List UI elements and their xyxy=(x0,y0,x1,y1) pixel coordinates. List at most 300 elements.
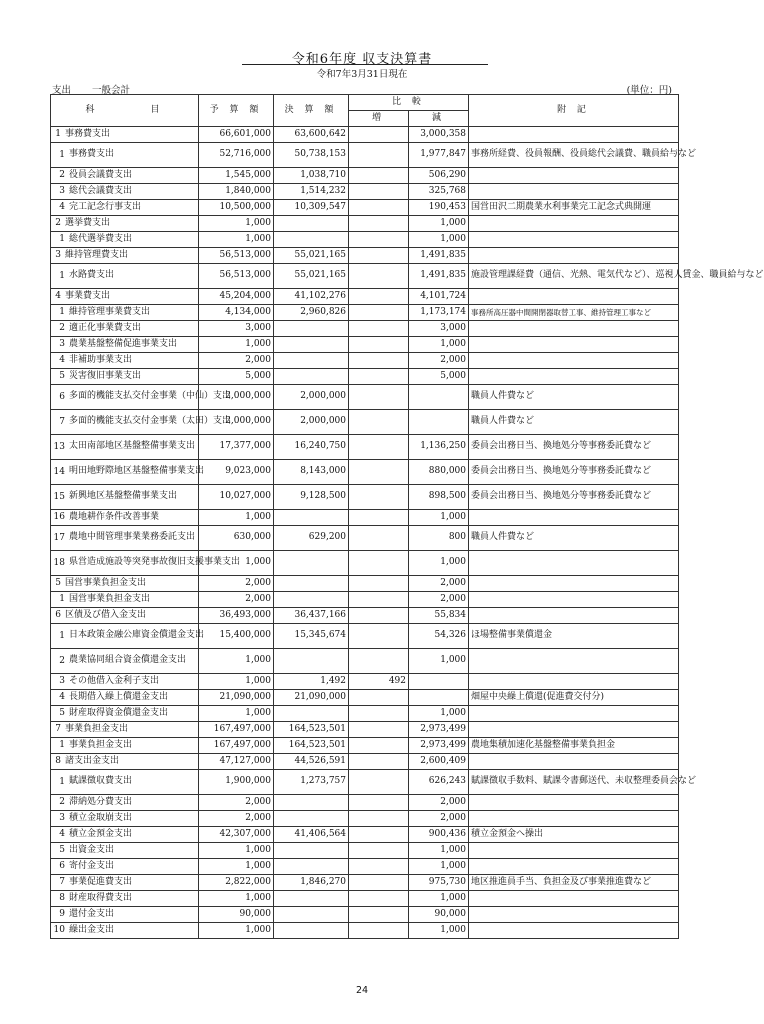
item-name: 災害復旧事業支出 xyxy=(69,370,142,381)
item-number: 8 xyxy=(55,755,61,766)
decrease-cell: 1,977,847 xyxy=(409,143,469,168)
item-name: 県営造成施設等突発事故復旧支援事業支出 xyxy=(69,556,241,567)
item-name: 財産取得資金償還金支出 xyxy=(69,707,169,718)
date-line: 令和7年3月31日現在 xyxy=(316,69,408,80)
item-cell xyxy=(51,289,199,305)
budget-cell: 1,000 xyxy=(199,337,274,353)
increase-cell xyxy=(349,460,409,485)
item-name: 出資金支出 xyxy=(69,844,115,855)
decrease-cell: 880,000 xyxy=(409,460,469,485)
table-row xyxy=(51,305,679,321)
item-name: 滞納処分費支出 xyxy=(69,796,133,807)
item-name: 諸支出金支出 xyxy=(65,755,120,766)
decrease-cell: 2,000 xyxy=(409,592,469,608)
decrease-cell: 1,000 xyxy=(409,923,469,939)
item-number: 1 xyxy=(59,593,65,604)
note-cell xyxy=(469,706,679,722)
settled-cell xyxy=(274,232,349,248)
item-name: 事業負担金支出 xyxy=(65,723,129,734)
item-number: 4 xyxy=(55,290,61,301)
item-number: 1 xyxy=(59,149,65,160)
item-name: 農業協同組合資金償還金支出 xyxy=(69,654,187,665)
table-row xyxy=(51,843,679,859)
decrease-cell: 1,000 xyxy=(409,510,469,526)
item-number: 15 xyxy=(53,491,65,502)
decrease-cell: 1,000 xyxy=(409,216,469,232)
item-name: 積立金取崩支出 xyxy=(69,812,133,823)
increase-cell xyxy=(349,875,409,891)
item-cell xyxy=(51,184,199,200)
item-number: 1 xyxy=(59,739,65,750)
item-name: 還付金支出 xyxy=(69,908,115,919)
settled-cell xyxy=(274,510,349,526)
table-row xyxy=(51,923,679,939)
item-cell xyxy=(51,827,199,843)
budget-cell: 2,000,000 xyxy=(199,410,274,435)
settled-cell xyxy=(274,551,349,576)
item-name: 積立金預金支出 xyxy=(69,828,133,839)
settled-cell xyxy=(274,923,349,939)
decrease-cell xyxy=(409,674,469,690)
header-budget: 予 算 額 xyxy=(199,95,274,127)
settled-cell xyxy=(274,576,349,592)
budget-cell: 1,000 xyxy=(199,923,274,939)
item-cell xyxy=(51,592,199,608)
item-name: 寄付金支出 xyxy=(69,860,115,871)
item-number: 5 xyxy=(59,370,65,381)
item-cell xyxy=(51,576,199,592)
item-cell xyxy=(51,907,199,923)
table-row xyxy=(51,875,679,891)
table-row xyxy=(51,321,679,337)
header-settled: 決 算 額 xyxy=(274,95,349,127)
item-number: 2 xyxy=(59,169,65,180)
note-cell xyxy=(469,592,679,608)
item-cell xyxy=(51,859,199,875)
item-name: 完工記念行事支出 xyxy=(69,201,142,212)
increase-cell xyxy=(349,216,409,232)
settled-cell xyxy=(274,353,349,369)
item-cell xyxy=(51,248,199,264)
decrease-cell: 1,000 xyxy=(409,859,469,875)
budget-cell: 36,493,000 xyxy=(199,608,274,624)
table-row xyxy=(51,385,679,410)
budget-cell: 1,000 xyxy=(199,891,274,907)
settled-cell xyxy=(274,795,349,811)
item-cell xyxy=(51,811,199,827)
note-cell xyxy=(469,337,679,353)
item-number: 10 xyxy=(53,924,65,935)
budget-cell: 1,000 xyxy=(199,551,274,576)
settled-cell: 164,523,501 xyxy=(274,738,349,754)
table-row xyxy=(51,690,679,706)
table-row xyxy=(51,811,679,827)
item-cell xyxy=(51,875,199,891)
item-cell xyxy=(51,722,199,738)
note-cell xyxy=(469,369,679,385)
item-cell xyxy=(51,608,199,624)
decrease-cell: 90,000 xyxy=(409,907,469,923)
increase-cell xyxy=(349,649,409,674)
category-row xyxy=(51,248,679,264)
note-cell xyxy=(469,289,679,305)
budget-cell: 1,840,000 xyxy=(199,184,274,200)
item-name: 賦課徴収費支出 xyxy=(69,775,133,786)
budget-cell: 1,000 xyxy=(199,706,274,722)
settled-cell xyxy=(274,337,349,353)
item-cell xyxy=(51,305,199,321)
increase-cell xyxy=(349,859,409,875)
increase-cell xyxy=(349,576,409,592)
budget-cell: 1,545,000 xyxy=(199,168,274,184)
item-number: 5 xyxy=(59,707,65,718)
category-row xyxy=(51,289,679,305)
budget-cell: 2,000 xyxy=(199,795,274,811)
item-name: 水路費支出 xyxy=(69,269,115,280)
item-cell xyxy=(51,410,232,435)
decrease-cell: 4,101,724 xyxy=(409,289,469,305)
page-title: 令和6年度 収支決算書 xyxy=(291,52,433,67)
decrease-cell: 55,834 xyxy=(409,608,469,624)
increase-cell xyxy=(349,754,409,770)
budget-cell: 66,601,000 xyxy=(199,127,274,143)
note-cell xyxy=(469,510,679,526)
increase-cell xyxy=(349,795,409,811)
settled-cell xyxy=(274,369,349,385)
ledger-body xyxy=(51,127,764,939)
settled-cell: 44,526,591 xyxy=(274,754,349,770)
increase-cell xyxy=(349,722,409,738)
item-cell xyxy=(51,738,199,754)
budget-cell: 1,000 xyxy=(199,232,274,248)
header-note: 附 記 xyxy=(469,95,679,127)
decrease-cell: 1,000 xyxy=(409,337,469,353)
note-cell: ほ場整備事業償還金 xyxy=(469,624,679,649)
item-name: 事業費支出 xyxy=(65,290,111,301)
note-cell xyxy=(469,811,679,827)
item-cell xyxy=(51,649,199,674)
item-cell xyxy=(51,385,232,410)
decrease-cell: 2,000 xyxy=(409,811,469,827)
item-cell xyxy=(51,435,199,460)
budget-cell: 45,204,000 xyxy=(199,289,274,305)
item-name: 新興地区基盤整備事業支出 xyxy=(69,490,178,501)
increase-cell xyxy=(349,827,409,843)
decrease-cell: 2,973,499 xyxy=(409,738,469,754)
item-name: 多面的機能支払交付金事業（太田）支出 xyxy=(69,415,232,426)
decrease-cell: 2,000 xyxy=(409,576,469,592)
item-number: 9 xyxy=(59,908,65,919)
item-cell xyxy=(51,526,199,551)
item-number: 4 xyxy=(59,201,65,212)
table-row xyxy=(51,435,679,460)
budget-cell: 2,822,000 xyxy=(199,875,274,891)
decrease-cell: 54,326 xyxy=(409,624,469,649)
note-cell xyxy=(469,674,679,690)
settled-cell: 9,128,500 xyxy=(274,485,349,510)
decrease-cell: 1,136,250 xyxy=(409,435,469,460)
settled-cell xyxy=(274,811,349,827)
increase-cell xyxy=(349,608,409,624)
item-number: 1 xyxy=(59,630,65,641)
header-increase: 増 xyxy=(349,111,409,127)
increase-cell xyxy=(349,526,409,551)
note-cell xyxy=(469,168,679,184)
note-cell xyxy=(469,608,679,624)
item-cell xyxy=(51,232,199,248)
item-number: 16 xyxy=(53,511,65,522)
item-number: 3 xyxy=(59,338,65,349)
budget-cell: 2,000,000 xyxy=(199,385,274,410)
decrease-cell: 800 xyxy=(409,526,469,551)
increase-cell xyxy=(349,184,409,200)
item-cell xyxy=(51,754,199,770)
item-cell xyxy=(51,706,199,722)
note-cell xyxy=(469,576,679,592)
item-number: 18 xyxy=(53,557,65,568)
ledger-table xyxy=(50,94,764,939)
category-row xyxy=(51,722,679,738)
settled-cell: 41,102,276 xyxy=(274,289,349,305)
budget-cell: 10,500,000 xyxy=(199,200,274,216)
unit-label: (単位：円) xyxy=(626,85,672,96)
budget-cell: 2,000 xyxy=(199,811,274,827)
header-decrease: 減 xyxy=(409,111,469,127)
item-name: 総代選挙費支出 xyxy=(69,233,133,244)
item-number: 7 xyxy=(55,723,61,734)
item-number: 7 xyxy=(59,416,65,427)
table-row xyxy=(51,674,679,690)
increase-cell xyxy=(349,321,409,337)
budget-cell: 9,023,000 xyxy=(199,460,274,485)
table-row xyxy=(51,460,679,485)
decrease-cell: 1,000 xyxy=(409,706,469,722)
item-cell xyxy=(51,460,205,485)
category-row xyxy=(51,576,679,592)
decrease-cell xyxy=(409,410,469,435)
item-name: 役員会議費支出 xyxy=(69,169,133,180)
table-row xyxy=(51,337,679,353)
increase-cell xyxy=(349,369,409,385)
item-cell xyxy=(51,690,199,706)
item-number: 8 xyxy=(59,892,65,903)
decrease-cell xyxy=(409,690,469,706)
item-cell xyxy=(51,551,241,576)
budget-cell: 15,400,000 xyxy=(199,624,274,649)
increase-cell xyxy=(349,485,409,510)
increase-cell xyxy=(349,738,409,754)
note-cell: 地区推進員手当、負担金及び事業推進費など xyxy=(469,875,679,891)
decrease-cell: 506,290 xyxy=(409,168,469,184)
decrease-cell: 1,491,835 xyxy=(409,264,469,289)
decrease-cell xyxy=(409,385,469,410)
note-cell xyxy=(469,891,679,907)
table-row xyxy=(51,510,679,526)
category-row xyxy=(51,608,679,624)
settled-cell xyxy=(274,859,349,875)
decrease-cell: 2,000 xyxy=(409,795,469,811)
table-row xyxy=(51,264,679,289)
item-cell xyxy=(51,168,199,184)
decrease-cell: 1,000 xyxy=(409,232,469,248)
note-cell xyxy=(469,923,679,939)
settled-cell: 63,600,642 xyxy=(274,127,349,143)
decrease-cell: 1,000 xyxy=(409,551,469,576)
decrease-cell: 3,000 xyxy=(409,321,469,337)
budget-cell: 2,000 xyxy=(199,576,274,592)
category-row xyxy=(51,216,679,232)
note-cell xyxy=(469,843,679,859)
item-number: 1 xyxy=(55,128,61,139)
increase-cell xyxy=(349,127,409,143)
item-cell xyxy=(51,216,199,232)
note-cell: 委員会出務日当、換地処分等事務委託費など xyxy=(469,435,679,460)
increase-cell xyxy=(349,510,409,526)
table-row xyxy=(51,738,679,754)
item-name: 国営事業負担金支出 xyxy=(65,577,147,588)
note-cell xyxy=(469,551,679,576)
note-cell xyxy=(469,649,679,674)
table-row xyxy=(51,551,679,576)
increase-cell xyxy=(349,289,409,305)
table-row xyxy=(51,369,679,385)
item-cell xyxy=(51,923,199,939)
budget-cell: 21,090,000 xyxy=(199,690,274,706)
item-name: 農地中間管理事業業務委託支出 xyxy=(69,531,196,542)
settled-cell xyxy=(274,907,349,923)
budget-cell: 17,377,000 xyxy=(199,435,274,460)
increase-cell xyxy=(349,353,409,369)
note-cell xyxy=(469,321,679,337)
table-row xyxy=(51,410,679,435)
note-cell xyxy=(469,795,679,811)
page-number: 24 xyxy=(355,985,369,996)
decrease-cell: 190,453 xyxy=(409,200,469,216)
item-name: 総代会議費支出 xyxy=(69,185,133,196)
item-number: 1 xyxy=(59,776,65,787)
item-number: 3 xyxy=(59,675,65,686)
item-name: 繰出金支出 xyxy=(69,924,115,935)
budget-cell: 1,000 xyxy=(199,649,274,674)
budget-cell: 2,000 xyxy=(199,592,274,608)
item-cell xyxy=(51,321,199,337)
note-cell xyxy=(469,184,679,200)
item-name: 維持管理事業費支出 xyxy=(69,306,151,317)
decrease-cell: 2,600,409 xyxy=(409,754,469,770)
increase-cell xyxy=(349,907,409,923)
budget-cell: 10,027,000 xyxy=(199,485,274,510)
settled-cell: 1,038,710 xyxy=(274,168,349,184)
item-number: 6 xyxy=(59,391,65,402)
note-cell xyxy=(469,353,679,369)
decrease-cell: 1,491,835 xyxy=(409,248,469,264)
budget-cell: 167,497,000 xyxy=(199,722,274,738)
item-name: 維持管理費支出 xyxy=(65,249,129,260)
budget-cell: 5,000 xyxy=(199,369,274,385)
decrease-cell: 898,500 xyxy=(409,485,469,510)
table-row xyxy=(51,770,679,795)
item-cell xyxy=(51,891,199,907)
table-row xyxy=(51,624,679,649)
increase-cell xyxy=(349,923,409,939)
item-number: 5 xyxy=(59,844,65,855)
item-name: 選挙費支出 xyxy=(65,217,111,228)
settled-cell xyxy=(274,706,349,722)
item-cell xyxy=(51,674,199,690)
item-number: 2 xyxy=(55,217,61,228)
item-name: 財産取得費支出 xyxy=(69,892,133,903)
settled-cell: 15,345,674 xyxy=(274,624,349,649)
item-cell xyxy=(51,337,199,353)
table-row xyxy=(51,168,679,184)
item-number: 3 xyxy=(59,812,65,823)
item-cell xyxy=(51,843,199,859)
note-cell: 畑屋中央繰上償還(促進費交付分) xyxy=(469,690,679,706)
decrease-cell: 5,000 xyxy=(409,369,469,385)
table-row xyxy=(51,706,679,722)
note-cell xyxy=(469,722,679,738)
item-number: 1 xyxy=(59,270,65,281)
settled-cell: 1,492 xyxy=(274,674,349,690)
decrease-cell: 2,973,499 xyxy=(409,722,469,738)
item-number: 13 xyxy=(53,441,65,452)
budget-cell: 1,000 xyxy=(199,674,274,690)
item-name: 事務費支出 xyxy=(69,148,115,159)
budget-cell: 42,307,000 xyxy=(199,827,274,843)
increase-cell xyxy=(349,551,409,576)
note-cell xyxy=(469,232,679,248)
decrease-cell: 3,000,358 xyxy=(409,127,469,143)
item-cell xyxy=(51,485,199,510)
note-cell: 委員会出務日当、換地処分等事務委託費など xyxy=(469,485,679,510)
budget-cell: 1,000 xyxy=(199,510,274,526)
increase-cell xyxy=(349,706,409,722)
increase-cell: 492 xyxy=(349,674,409,690)
table-row xyxy=(51,200,679,216)
increase-cell xyxy=(349,337,409,353)
settled-cell xyxy=(274,216,349,232)
increase-cell xyxy=(349,200,409,216)
increase-cell xyxy=(349,168,409,184)
decrease-cell: 1,000 xyxy=(409,649,469,674)
settled-cell: 2,960,826 xyxy=(274,305,349,321)
item-number: 2 xyxy=(59,655,65,666)
item-name: 長期借入繰上償還金支出 xyxy=(69,691,169,702)
item-name: 農地耕作条件改善事業 xyxy=(69,511,160,522)
settled-cell: 8,143,000 xyxy=(274,460,349,485)
item-name: 日本政策金融公庫資金償還金支出 xyxy=(69,629,205,640)
note-cell: 職員人件費など xyxy=(469,410,679,435)
settled-cell: 10,309,547 xyxy=(274,200,349,216)
item-name: 非補助事業支出 xyxy=(69,354,133,365)
settled-cell xyxy=(274,592,349,608)
note-cell: 事務所経費、役員報酬、役員総代会議費、職員給与など xyxy=(469,143,679,168)
table-row xyxy=(51,827,679,843)
item-name: 農業基盤整備促進事業支出 xyxy=(69,338,178,349)
budget-cell: 167,497,000 xyxy=(199,738,274,754)
settled-cell: 2,000,000 xyxy=(274,385,349,410)
settled-cell xyxy=(274,649,349,674)
table-row xyxy=(51,907,679,923)
settled-cell: 164,523,501 xyxy=(274,722,349,738)
increase-cell xyxy=(349,843,409,859)
increase-cell xyxy=(349,891,409,907)
header-item: 科 目 xyxy=(51,95,199,127)
item-number: 2 xyxy=(59,322,65,333)
budget-cell: 1,000 xyxy=(199,843,274,859)
settled-cell: 55,021,165 xyxy=(274,264,349,289)
item-number: 6 xyxy=(59,860,65,871)
